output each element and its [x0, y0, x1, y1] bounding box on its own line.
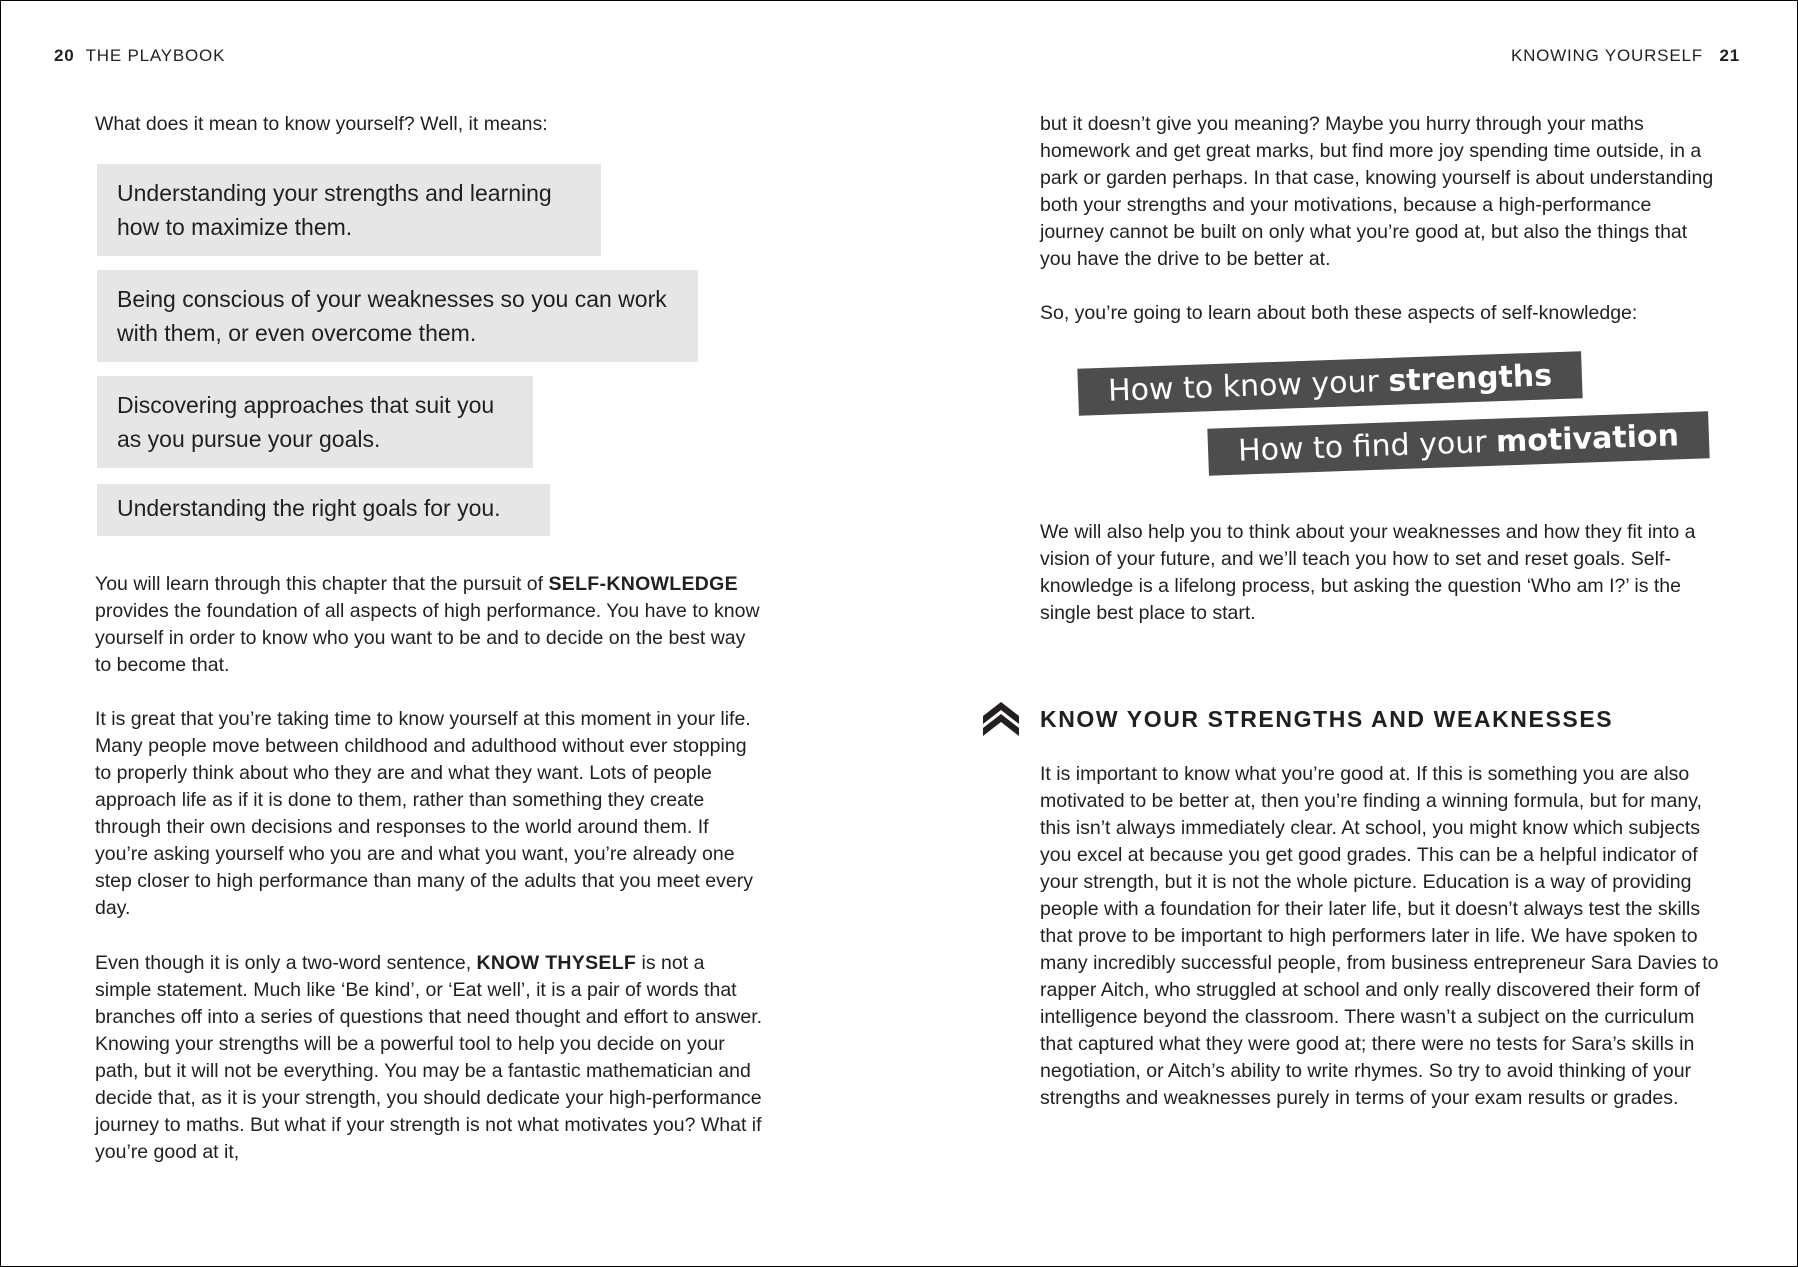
right-running-head [1511, 46, 1740, 66]
banner-strengths-bold: strengths [1387, 358, 1553, 399]
section-heading: KNOW YOUR STRENGTHS AND WEAKNESSES [1040, 706, 1614, 732]
left-paragraph-3 [95, 950, 765, 1166]
left-running-head [54, 46, 225, 66]
list-box-approaches: Discovering approaches that suit you as you pursue your goals. [97, 376, 533, 468]
know-thyself-emphasis: KNOW THYSELF [476, 952, 637, 974]
banner-strengths-text: How to know your [1107, 363, 1390, 409]
self-knowledge-emphasis: SELF-KNOWLEDGE [548, 573, 738, 595]
left-paragraph-3-text-a: Even though it is only a two-word sentence, [95, 952, 477, 974]
banner-motivation-bold: motivation [1495, 418, 1680, 460]
right-paragraph-1: but it doesn’t give you meaning? Maybe you hurry through your maths homework and get great marks, but find more joy spending time outside, in a park or garden perhaps. In that case, knowing yourself is about understanding both your strengths and your motivations, because a high-performance journey cannot be built on only what you’re good at, but also the things that you have the drive to be better at. [1040, 113, 1714, 270]
left-paragraph-1-text-b: provides the foundation of all aspects of high performance. You have to know yourself in order to know who you want to be and to decide on the best way to become that. [95, 600, 760, 676]
right-paragraph-3: We will also help you to think about your weaknesses and how they fit into a vision of your future, and we’ll teach you how to set and reset goals. Self-knowledge is a lifelong process, but asking the question ‘Who am I?’ is the single best place to start. [1040, 521, 1696, 624]
double-chevron-up-icon [980, 697, 1022, 737]
list-box-strengths: Understanding your strengths and learning how to maximize them. [97, 164, 601, 256]
right-folio: 21 [1719, 46, 1740, 65]
list-box-weaknesses: Being conscious of your weaknesses so you can work with them, or even overcome them. [97, 270, 698, 362]
left-running-title: THE PLAYBOOK [85, 46, 226, 65]
left-paragraph-3-text-b: is not a simple statement. Much like ‘Be kind’, or ‘Eat well’, it is a pair of words that branches off into a series of questions that need thought and effort to answer. Knowing your strengths will be a powerful tool to help you decide on your path, but it will not be everything. You may be a fantastic mathematician and decide that, as it is your strength, you should dedicate your high-performance journey to maths. But what if your strength is not what motivates you? What if you’re good at it, [95, 952, 763, 1163]
left-paragraph-1 [95, 571, 765, 679]
right-paragraph-2: So, you’re going to learn about both these aspects of self-knowledge: [1040, 302, 1638, 324]
right-running-title: KNOWING YOURSELF [1510, 46, 1703, 65]
left-paragraph-1-text-a: You will learn through this chapter that the pursuit of [95, 573, 549, 595]
left-intro: What does it mean to know yourself? Well, it means: [95, 113, 548, 135]
right-paragraph-4: It is important to know what you’re good at. If this is something you are also motivated to be better at, then you’re finding a winning formula, but for many, this isn’t always immediately clear. At school, you might know which subjects you excel at because you get good grades. This can be a helpful indicator of your strength, but it is not the whole picture. Education is a way of providing people with a foundation for their later life, but it doesn’t always test the skills that prove to be important to high performers later in life. We have spoken to many incredibly successful people, from business entrepreneur Sara Davies to rapper Aitch, who struggled at school and only really discovered their form of intelligence beyond the classroom. There wasn’t a subject on the curriculum that captured what they were good at; there were no tests for Sara’s skills in negotiation, or Aitch’s ability to write rhymes. So try to avoid thinking of your strengths and weaknesses purely in terms of your exam results or grades. [1040, 763, 1719, 1109]
left-folio: 20 [54, 46, 75, 65]
list-box-goals: Understanding the right goals for you. [97, 484, 550, 536]
banner-motivation-text: How to find your [1237, 424, 1497, 469]
left-paragraph-2: It is great that you’re taking time to know yourself at this moment in your life. Many people move between childhood and adulthood without ever stopping to properly think about who they are and what they want. Lots of people approach life as if it is done to them, rather than something they create through their own decisions and responses to the world around them. If you’re asking yourself who you are and what you want, you’re already one step closer to high performance than many of the adults that you meet every day. [95, 708, 753, 919]
